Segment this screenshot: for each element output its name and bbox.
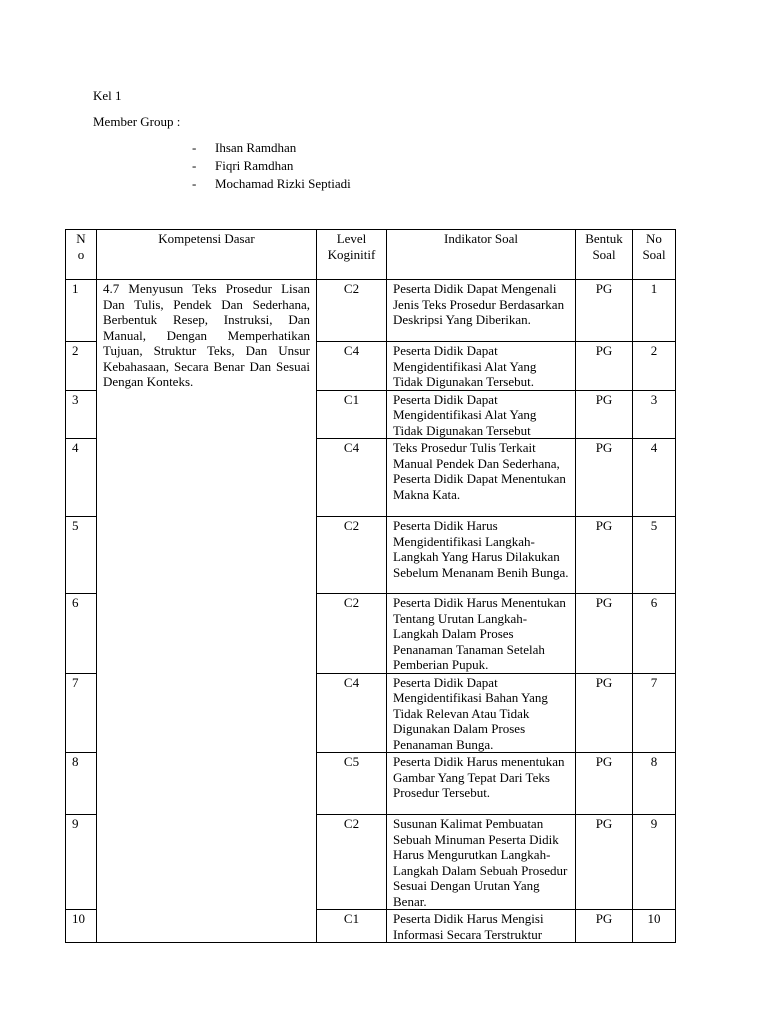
cell-no-soal: 10: [633, 910, 676, 943]
cell-level: C2: [317, 280, 387, 342]
question-grid-table: [65, 229, 676, 943]
cell-indikator: Peserta Didik Dapat Mengenali Jenis Teks Prosedur Berdasarkan Deskripsi Yang Diberikan.: [387, 280, 576, 342]
cell-bentuk: PG: [576, 815, 633, 910]
header-kompetensi: Kompetensi Dasar: [97, 230, 317, 280]
cell-no-soal: 1: [633, 280, 676, 342]
cell-no-soal: 6: [633, 594, 676, 674]
member-item: [192, 176, 351, 194]
header-nosoal-line1: No: [646, 231, 662, 246]
cell-kompetensi-dasar: 4.7 Menyusun Teks Prosedur Lisan Dan Tulis, Pendek Dan Sederhana, Berbentuk Resep, Instruksi, Dan Manual, Dengan Memperhatikan Tujuan, Struktur Teks, Dan Unsur Kebahasaan, Secara Benar Dan Sesuai Dengan Konteks.: [97, 280, 317, 943]
cell-level: C4: [317, 439, 387, 517]
cell-no-soal: 5: [633, 517, 676, 594]
header-level: [317, 230, 387, 280]
cell-indikator: Peserta Didik Dapat Mengidentifikasi Alat Yang Tidak Digunakan Tersebut.: [387, 342, 576, 391]
list-dash: -: [192, 176, 197, 191]
cell-no: 5: [66, 517, 97, 594]
cell-indikator: Peserta Didik Dapat Mengidentifikasi Alat Yang Tidak Digunakan Tersebut: [387, 390, 576, 439]
cell-level: C2: [317, 517, 387, 594]
member-name: Ihsan Ramdhan: [215, 140, 297, 155]
header-level-line2: Koginitif: [327, 246, 376, 262]
header-level-line1: Level: [336, 231, 367, 246]
cell-bentuk: PG: [576, 673, 633, 753]
cell-no-soal: 3: [633, 390, 676, 439]
cell-no-soal: 8: [633, 753, 676, 815]
cell-no-soal: 4: [633, 439, 676, 517]
cell-level: C2: [317, 594, 387, 674]
cell-indikator: Peserta Didik Harus Menentukan Tentang Urutan Langkah-Langkah Dalam Proses Penanaman Tanaman Setelah Pemberian Pupuk.: [387, 594, 576, 674]
cell-level: C5: [317, 753, 387, 815]
cell-indikator: Peserta Didik Harus Mengisi Informasi Secara Terstruktur: [387, 910, 576, 943]
cell-no-soal: 7: [633, 673, 676, 753]
cell-no: 7: [66, 673, 97, 753]
cell-no-soal: 2: [633, 342, 676, 391]
cell-indikator: Peserta Didik Dapat Mengidentifikasi Bahan Yang Tidak Relevan Atau Tidak Digunakan Dalam Proses Penanaman Bunga.: [387, 673, 576, 753]
header-no: [66, 230, 97, 280]
table-row: [66, 280, 676, 342]
cell-bentuk: PG: [576, 280, 633, 342]
header-bentuk: [576, 230, 633, 280]
header-no-line1: N: [76, 231, 86, 246]
cell-indikator: Susunan Kalimat Pembuatan Sebuah Minuman Peserta Didik Harus Mengurutkan Langkah-Langkah Dalam Sebuah Prosedur Sesuai Dengan Urutan Yang Benar.: [387, 815, 576, 910]
header-nosoal-line2: Soal: [642, 246, 666, 262]
cell-no: 4: [66, 439, 97, 517]
group-title: Kel 1: [93, 88, 122, 103]
cell-bentuk: PG: [576, 439, 633, 517]
member-name: Fiqri Ramdhan: [215, 158, 294, 173]
cell-level: C4: [317, 342, 387, 391]
cell-level: C1: [317, 910, 387, 943]
cell-bentuk: PG: [576, 517, 633, 594]
cell-indikator: Teks Prosedur Tulis Terkait Manual Pendek Dan Sederhana, Peserta Didik Dapat Menentukan Makna Kata.: [387, 439, 576, 517]
member-group-label: Member Group :: [93, 114, 181, 129]
header-indikator: Indikator Soal: [387, 230, 576, 280]
cell-no: 8: [66, 753, 97, 815]
member-item: [192, 140, 351, 158]
member-item: [192, 158, 351, 176]
cell-no: 2: [66, 342, 97, 391]
cell-bentuk: PG: [576, 910, 633, 943]
cell-no-soal: 9: [633, 815, 676, 910]
cell-bentuk: PG: [576, 390, 633, 439]
cell-no: 3: [66, 390, 97, 439]
cell-bentuk: PG: [576, 753, 633, 815]
header-no-soal: [633, 230, 676, 280]
cell-bentuk: PG: [576, 594, 633, 674]
cell-indikator: Peserta Didik Harus Mengidentifikasi Langkah-Langkah Yang Harus Dilakukan Sebelum Menanam Benih Bunga.: [387, 517, 576, 594]
header-no-line2: o: [77, 246, 85, 262]
cell-no: 1: [66, 280, 97, 342]
list-dash: -: [192, 158, 197, 173]
list-dash: -: [192, 140, 197, 155]
cell-indikator: Peserta Didik Harus menentukan Gambar Yang Tepat Dari Teks Prosedur Tersebut.: [387, 753, 576, 815]
table-header-row: [66, 230, 676, 280]
cell-level: C2: [317, 815, 387, 910]
cell-no: 6: [66, 594, 97, 674]
header-bentuk-line1: Bentuk: [585, 231, 623, 246]
cell-no: 10: [66, 910, 97, 943]
cell-level: C4: [317, 673, 387, 753]
header-bentuk-line2: Soal: [592, 246, 616, 262]
cell-level: C1: [317, 390, 387, 439]
cell-bentuk: PG: [576, 342, 633, 391]
member-name: Mochamad Rizki Septiadi: [215, 176, 351, 191]
cell-no: 9: [66, 815, 97, 910]
member-list: [192, 140, 351, 194]
